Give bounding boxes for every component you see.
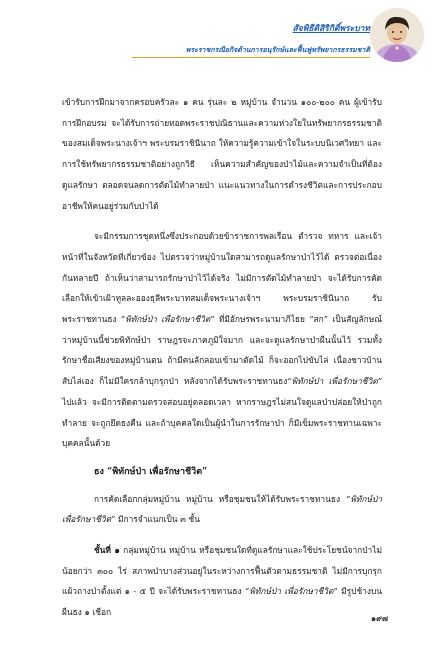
header-divider <box>132 57 370 58</box>
body-text <box>62 92 382 623</box>
header-subtitle: พระราชกรณียกิจด้านการอนุรักษ์และฟื้นฟูทรัพยากรธรรมชาติ <box>185 45 370 54</box>
paragraph: จะมีกรรมการชุดหนึ่งซึ่งประกอบด้วยข้าราชการพลเรือน ตำรวจ ทหาร และเจ้าหน้าที่ในจังหวัดที่เกี่ยวข้อง ไปตรวจว่าหมู่บ้านใดสามารถดูแลรักษาป่าไว้ได้ ตรวจต่อเนื่องกันหลายปี ถ้าเห็นว่าสามารถรักษาป่าไว้ได้จริง ไม่มีการตัดไม้ทำลายป่า จะได้รับการคัดเลือกให้เข้าเฝ้าทูลละอองธุลีพระบาทสมเด็จพระนางเจ้าฯ พระบรมราชินีนาถ รับพระราชทานธง “พิทักษ์ป่า เพื่อรักษาชีวิต” ที่มีอักษรพระนามาภิไธย “สก” เป็นสัญลักษณ์ว่าหมู่บ้านนี้ช่วยพิทักษ์ป่า ราษฎรจะภาคภูมิใจมาก และจะดูแลรักษาป่าผืนนั้นไว้ รวมทั้งรักษาชื่อเสียงของหมู่บ้านตน ถ้ามีคนลักลอบเข้ามาตัดไม้ ก็จะออกไปขับไล่ เนื่องชาวบ้านสับไล่เอง ก็ไม่มีใครกล้าบุกรุกป่า หลังจากได้รับพระราชทานธง“พิทักษ์ป่า เพื่อรักษาชีวิต” ไปแล้ว จะมีการติดตามตรวจสอบอยู่ตลอดเวลา หากราษฎรไม่สนใจดูแลป่าปล่อยให้ป่าถูกทำลาย จะถูกยึดธงคืน และถ้าบุคคลใดเป็นผู้นำในการรักษาป่า ก็มีเข็มพระราชทานเฉพาะบุคคลนั้นด้วย <box>62 231 382 449</box>
paragraph: ชั้นที่ ๑ กลุ่มหมู่บ้าน หมู่บ้าน หรือชุมชนใดที่ดูแลรักษาและใช้ประโยชน์จากป่าไม่น้อยกว่า ๓๐๐ ไร่ สภาพป่าบางส่วนอยู่ในระหว่างการฟื้นตัวตามธรรมชาติ ไม่มีการบุกรุกแผ้วถางป่าตั้งแต่ ๑ - ๕ ปี จะได้รับพระราชทานธง “พิทักษ์ป่า เพื่อรักษาชีวิต” มีรูปช้างบนผืนธง ๑ เชือก <box>62 545 383 618</box>
paragraph: เข้ารับการฝึกมาจากครอบครัวละ ๑ คน รุ่นละ ๒ หมู่บ้าน จำนวน ๑๐๐-๒๐๐ คน ผู้เข้ารับการฝึกอบรม จะได้รับการถ่ายทอดพระราชปณิธานและความห่วงใยในทรัพยากรธรรมชาติของสมเด็จพระนางเจ้าฯ พระบรมราชินีนาถ ให้ความรู้ความเข้าใจในระบบนิเวศวิทยา และการใช้ทรัพยากรธรรมชาติอย่างถูกวิธี เห็นความสำคัญของป่าไม้และความจำเป็นที่ต้องดูแลรักษา ตลอดจนลดการตัดไม้ทำลายป่า แนะแนวทางในการดำรงชีวิตและการประกอบอาชีพให้คนอยู่ร่วมกับป่าได้ <box>62 97 382 211</box>
flag-name-quote: “พิทักษ์ป่า เพื่อรักษาชีวิต” <box>287 376 382 387</box>
page-header <box>0 0 432 70</box>
page-number: ๑๙๗ <box>371 613 388 623</box>
level-label: ชั้นที่ ๑ <box>94 545 120 556</box>
flag-name-quote: “พิทักษ์ป่า เพื่อรักษาชีวิต” <box>120 314 215 325</box>
flag-name-quote: “พิทักษ์ป่า เพื่อรักษาชีวิต” <box>245 586 338 597</box>
flag-name-quote: “พิทักษ์ป่า เพื่อรักษาชีวิต” <box>62 493 382 525</box>
paragraph: การคัดเลือกกลุ่มหมู่บ้าน หมู่บ้าน หรือชุมชนให้ได้รับพระราชทานธง “พิทักษ์ป่า เพื่อรักษาชีวิต” มีการจำแนกเป็น ๓ ชั้น <box>62 493 382 525</box>
header-title: สัจพิธีติสิริกิติ์พระบาท <box>292 24 370 34</box>
portrait-image <box>370 8 424 62</box>
section-heading: ธง “พิทักษ์ป่า เพื่อรักษาชีวิต” <box>94 466 208 477</box>
